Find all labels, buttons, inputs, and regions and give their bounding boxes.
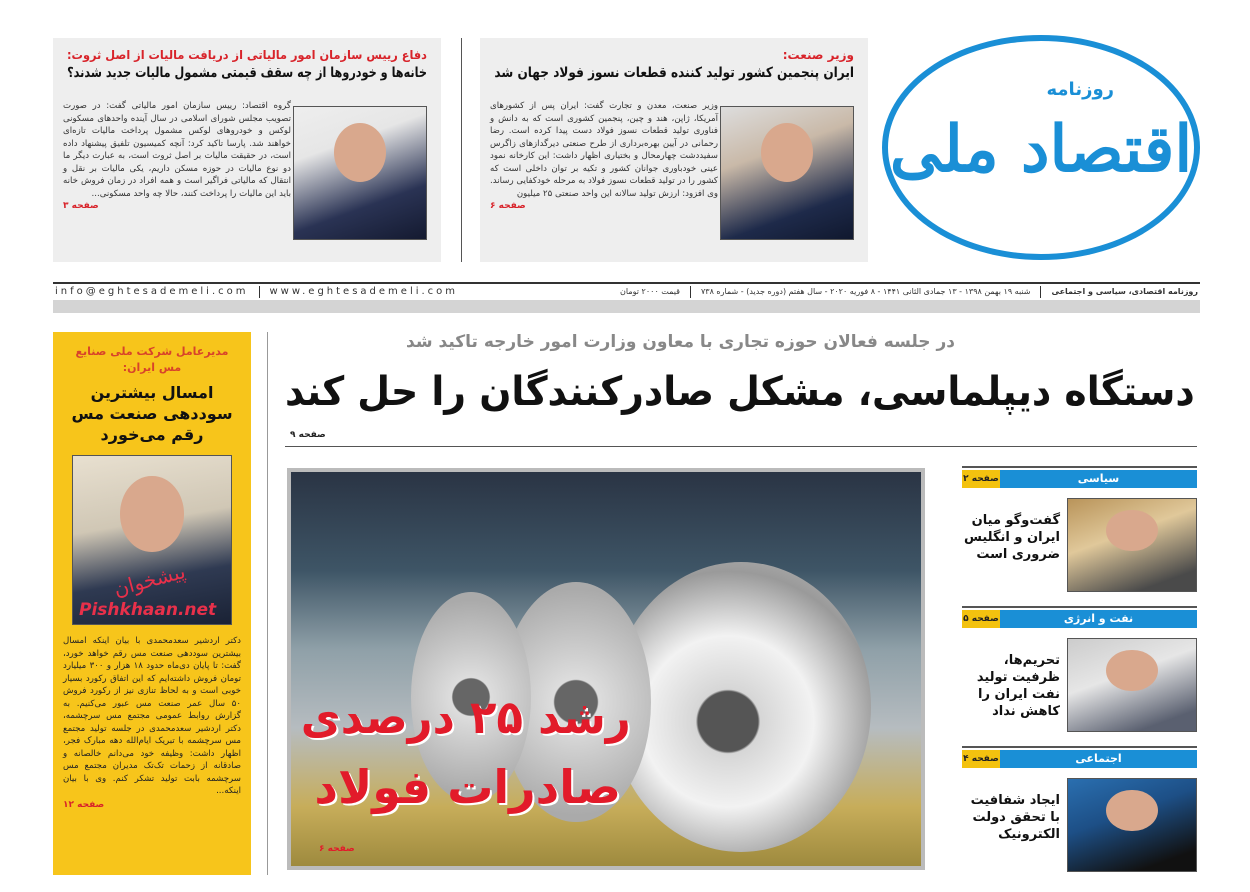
story-kicker: وزیر صنعت: — [782, 48, 854, 62]
column-divider — [267, 332, 268, 875]
section-page: صفحه ۴ — [962, 750, 1000, 768]
sidebar-item[interactable] — [962, 466, 1197, 606]
sidebar-photo — [1067, 778, 1197, 872]
sidebar-photo — [1067, 638, 1197, 732]
masthead-logo — [882, 35, 1200, 260]
email-link[interactable]: info@eghtesademeli.com — [55, 286, 249, 297]
sidebar-item[interactable] — [962, 746, 1197, 886]
sidebar-item[interactable] — [962, 606, 1197, 746]
main-page: صفحه ۹ — [290, 430, 326, 440]
sidebar-title: تحریم‌ها، ظرفیت تولید نفت ایران را کاهش نداد — [976, 653, 1060, 719]
section-bar — [962, 610, 1197, 628]
yellow-photo — [72, 455, 232, 625]
section-page: صفحه ۲ — [962, 470, 1000, 488]
masthead-name: اقتصاد ملی — [889, 112, 1193, 187]
yellow-column[interactable] — [53, 332, 251, 875]
sidebar-photo — [1067, 498, 1197, 592]
column-divider — [461, 38, 462, 262]
yellow-kicker: مدیرعامل شرکت ملی صنایع مس ایران: — [75, 345, 229, 374]
website-link[interactable]: www.eghtesademeli.com — [269, 286, 459, 297]
masthead-small: روزنامه — [1046, 79, 1114, 100]
main-kicker: در جلسه فعالان حوزه تجاری با معاون وزارت امور خارجه تاکید شد — [406, 332, 955, 352]
story-photo — [293, 106, 427, 240]
story-page: صفحه ۳ — [63, 201, 99, 211]
sidebar — [962, 466, 1197, 886]
section-bar — [962, 470, 1197, 488]
story-body: گروه اقتصاد: رییس سازمان امور مالیاتی گفت: در صورت تصویب مجلس شورای اسلامی در سال آینده واحدهای مسکونی لوکس و خودروهای لوکس مشمول پرداخت مالیات تازه‌ای خواهند شد. پارسا تاکید کرد: آنچه کمیسیون تلفیق پیشنهاد داده است، در حقیقت مالیات بر اصل ثروت است، به عبارت دیگر ما دو نوع مالیات در حوزه مسکن داریم، یکی مالیات بر نقل و انتقال که مالیاتی فراگیر است و همه افراد در زمان فروش خانه باید این مالیات را پرداخت کنند، حالا چه واحد مسکونی... — [63, 101, 291, 199]
top-story-right[interactable] — [480, 38, 868, 262]
watermark-fa: پیشخوان — [111, 558, 188, 602]
main-headline-wrap — [285, 364, 1195, 420]
story-title: ایران پنجمین کشور تولید کننده قطعات نسوز فولاد جهان شد — [494, 65, 854, 81]
yellow-title: امسال بیشترین سوددهی صنعت مس رقم می‌خورد — [71, 383, 233, 444]
paper-description: روزنامه اقتصادی، سیاسی و اجتماعی — [1051, 287, 1198, 296]
price: قیمت ۲۰۰۰ تومان — [620, 287, 680, 296]
top-story-left[interactable] — [53, 38, 441, 262]
main-headline[interactable]: دستگاه دیپلماسی، مشکل صادرکنندگان را حل کند — [285, 369, 1195, 415]
story-title: خانه‌ها و خودروها از چه سقف قیمتی مشمول مالیات جدید شدند؟ — [67, 65, 427, 81]
section-label: اجتماعی — [1075, 752, 1122, 765]
story-text-column — [63, 100, 291, 211]
section-page: صفحه ۵ — [962, 610, 1000, 628]
photo-line2-wrap — [301, 757, 621, 817]
story-page: صفحه ۶ — [490, 201, 526, 211]
story-photo — [720, 106, 854, 240]
photo-page: صفحه ۶ — [319, 844, 355, 854]
story-body: وزیر صنعت، معدن و تجارت گفت: ایران پس از کشورهای آمریکا، ژاپن، هند و چین، پنجمین کشوری است که به دانش و فناوری تولید قطعات نسوز فولاد دست پیدا کرده است. رضا رحمانی در آیین بهره‌برداری از طرح صنعتی دیرگدازهای زاگرس سفیددشت چهارمحال و بختیاری اظهار داشت: این کارخانه نمود عینی خودباوری جوانان کشور و تکیه بر توان داخلی است که کشور را در تولید قطعات نسوز فولاد به مرحله خودکفایی رساند. وی افزود: ارزش تولید سالانه این واحد صنعتی ۲۵ میلیون — [490, 101, 718, 199]
photo-line1-wrap — [301, 687, 631, 747]
section-label: سیاسی — [1077, 472, 1120, 485]
main-photo[interactable] — [287, 468, 925, 870]
sidebar-title: ایجاد شفافیت با تحقق دولت الکترونیک — [970, 793, 1060, 842]
watermark: Pishkhaan.net — [79, 600, 217, 620]
yellow-body: دکتر اردشیر سعدمحمدی با بیان اینکه امسال بیشترین سوددهی صنعت مس رقم خواهد خورد، گفت: تا پایان دی‌ماه حدود ۱۸ هزار و ۳۰۰ میلیارد تومان فروش داشته‌ایم که این اتفاق رکورد بسیار خوبی است و به لحاظ تنازی نیز از رکورد فروش ۵۰ سال عمر صنعت مس عبور می‌کنیم. به گزارش روابط عمومی مجتمع مس سرچشمه، دکتر اردشیر سعدمحمدی در جلسه تولید مجتمع مس سرچشمه با تبریک ایام‌الله دهه مبارک فجر، اظهار داشت: وظیفه خود می‌دانم خالصانه و صادقانه از زحمات تک‌تک مدیران مجتمع مس سرچشمه بابت تولید تشکر کنم. وی با بیان اینکه... — [63, 636, 241, 796]
story-text-column — [490, 100, 718, 211]
divider — [285, 446, 1197, 447]
story-kicker: دفاع رییس سازمان امور مالیاتی از دریافت مالیات از اصل ثروت: — [67, 48, 428, 62]
yellow-page: صفحه ۱۲ — [63, 799, 105, 810]
section-bar — [962, 750, 1197, 768]
photo-line1: رشد ۲۵ درصدی — [301, 690, 631, 744]
issue-date: شنبه ۱۹ بهمن ۱۳۹۸ - ۱۳ جمادی الثانی ۱۴۴۱ - ۸ فوریه ۲۰۲۰ - سال هفتم (دوره جدید) - شماره ۷۳۸ — [701, 287, 1031, 296]
section-label: نفت و انرژی — [1063, 612, 1134, 625]
grey-band — [53, 300, 1200, 313]
photo-line2: صادرات فولاد — [314, 760, 621, 814]
info-bar — [53, 282, 1200, 299]
sidebar-title: گفت‌وگو میان ایران و انگلیس ضروری است — [964, 513, 1060, 562]
